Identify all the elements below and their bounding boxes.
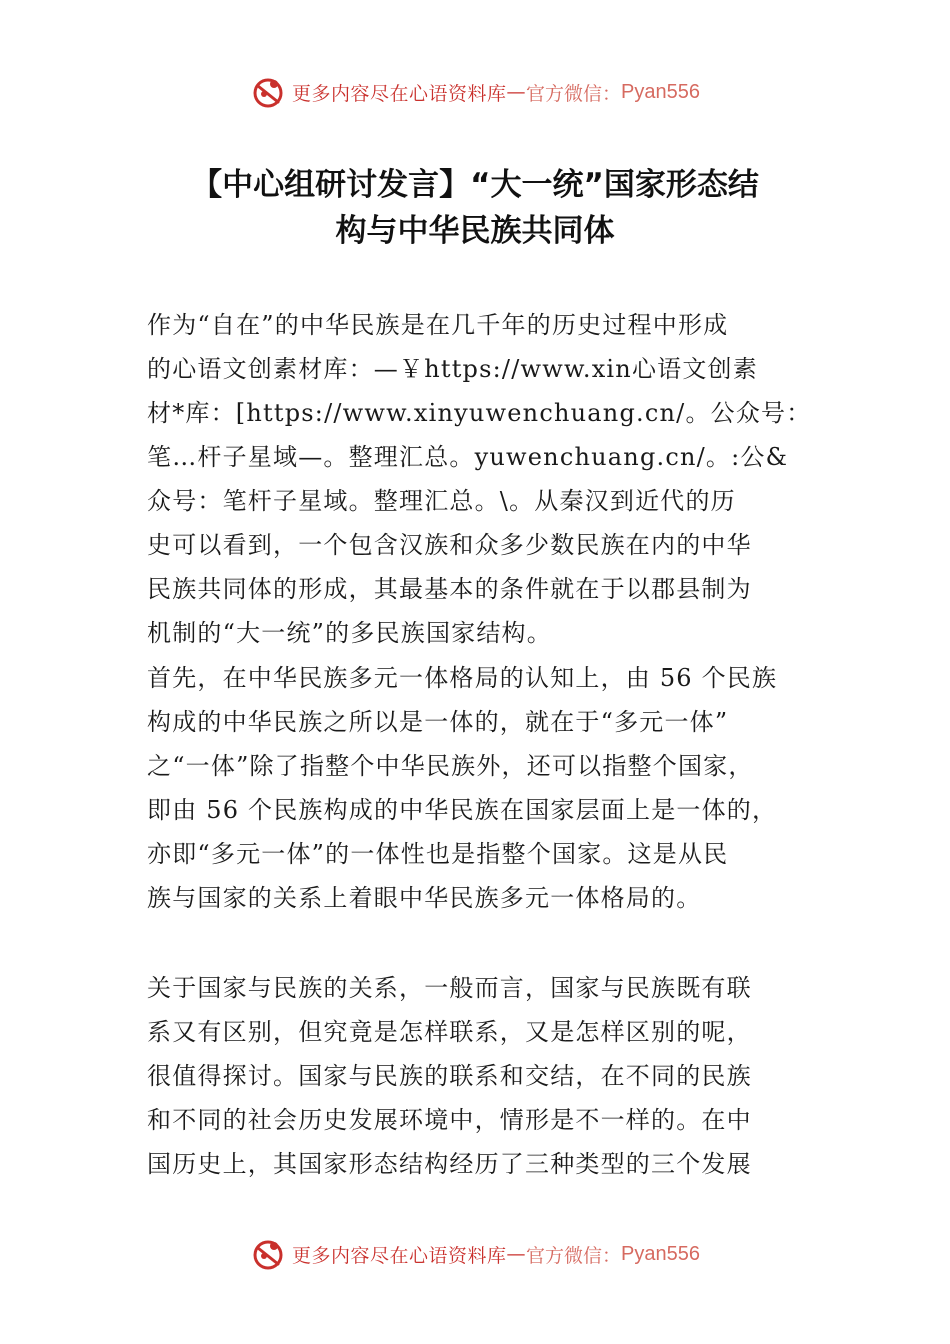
body-line: 民族共同体的形成，其最基本的条件就在于以郡县制为 — [147, 575, 752, 603]
body-line: 机制的“大一统”的多民族国家结构。 — [147, 619, 552, 647]
body-line: 和不同的社会历史发展环境中，情形是不一样的。在中 — [147, 1106, 752, 1134]
body-line: 系又有区别，但究竟是怎样联系，又是怎样区别的呢， — [147, 1018, 752, 1046]
header-watermark — [0, 70, 950, 114]
watermark-separator: — — [506, 1243, 527, 1265]
body-line: 作为“自在”的中华民族是在几千年的历史过程中形成 — [147, 311, 729, 339]
body-line: 之“一体”除了指整个中华民族外，还可以指整个国家， — [147, 752, 754, 780]
body-line: 关于国家与民族的关系，一般而言，国家与民族既有联 — [147, 974, 752, 1002]
body-line: 首先，在中华民族多元一体格局的认知上，由 56 个民族 — [147, 664, 778, 692]
body-line: 族与国家的关系上着眼中华民族多元一体格局的。 — [147, 884, 702, 912]
body-line: 很值得探讨。国家与民族的联系和交结，在不同的民族 — [147, 1062, 752, 1090]
watermark-separator: — — [506, 81, 527, 103]
title-line-2: 构与中华民族共同体 — [335, 213, 615, 249]
watermark-id: Pyan556 — [621, 1242, 700, 1265]
seal-logo-icon — [250, 74, 286, 110]
title-line-1: 【中心组研讨发言】“大一统”国家形态结 — [191, 167, 759, 203]
watermark-text: 更多内容尽在心语资料库 — [292, 82, 507, 105]
body-line: 笔…杆子星域—。整理汇总。yuwenchuang.cn/。:公& — [147, 443, 789, 471]
watermark-label: 官方微信： — [526, 82, 622, 105]
body-line: 国历史上，其国家形态结构经历了三种类型的三个发展 — [147, 1150, 752, 1178]
body-line: 构成的中华民族之所以是一体的，就在于“多元一体” — [147, 708, 729, 736]
document-title — [140, 162, 810, 254]
seal-logo-icon — [250, 1236, 286, 1272]
watermark-id: Pyan556 — [621, 80, 700, 103]
body-line: 众号：笔杆子星域。整理汇总。\。从秦汉到近代的历 — [147, 487, 736, 515]
body-line: 即由 56 个民族构成的中华民族在国家层面上是一体的， — [147, 796, 778, 824]
watermark-label: 官方微信： — [526, 1244, 622, 1267]
body-line: 亦即“多元一体”的一体性也是指整个国家。这是从民 — [147, 840, 729, 868]
body-line: 材*库：[https://www.xinyuwenchuang.cn/。公众号： — [147, 399, 812, 427]
body-line: 的心语文创素材库：—￥https://www.xin心语文创素 — [147, 355, 758, 383]
watermark-text: 更多内容尽在心语资料库 — [292, 1244, 507, 1267]
body-line: 史可以看到，一个包含汉族和众多少数民族在内的中华 — [147, 531, 752, 559]
footer-watermark — [0, 1232, 950, 1276]
